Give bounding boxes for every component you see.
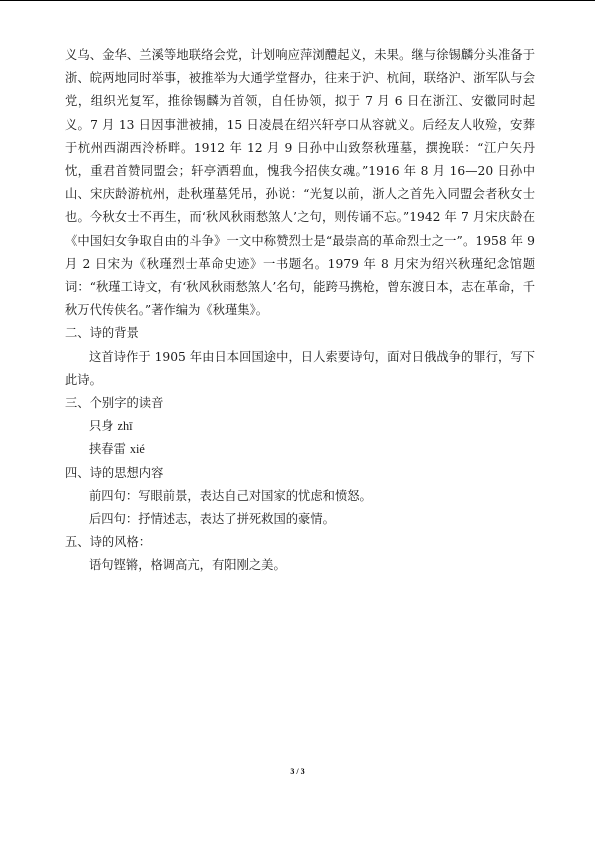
section-background — [65, 322, 535, 392]
section-pronunciation — [65, 392, 535, 462]
pronunciation-pinyin: xié — [129, 442, 145, 457]
section-heading-thought: 四、诗的思想内容 — [65, 465, 164, 480]
thought-item-first-four: 前四句：写眼前景，表达自己对国家的忧虑和愤怒。 — [89, 488, 372, 503]
background-text: 这首诗作于 1905 年由日本回国途中，日人索要诗句，面对日俄战争的罪行，写下此诗。 — [65, 349, 535, 387]
pronunciation-item — [65, 438, 535, 461]
document-body — [65, 44, 535, 578]
pronunciation-word: 只身 — [89, 419, 114, 434]
page-number: 3 / 3 — [290, 767, 305, 776]
biography-paragraph: 义乌、金华、兰溪等地联络会党，计划响应萍浏醴起义，未果。继与徐锡麟分头准备于浙、皖两地同时举事，被推举为大通学堂督办，往来于沪、杭间，联络沪、浙军队与会党，组织光复军，推徐锡麟为首领，自任协领，拟于 7 月 6 日在浙江、安徽同时起义。7 月 13 日因事泄被捕，15 日凌晨在绍兴轩亭口从容就义。后经友人收殓，安葬于杭州西湖西泠桥畔。1912 年 12 月 9 日孙中山致祭秋瑾墓，撰挽联：“江户矢丹忱，重君首赞同盟会；轩亭洒碧血，愧我今招侠女魂。”1916 年 8 月 16—20 日孙中山、宋庆龄游杭州，赴秋瑾墓凭吊，孙说：“光复以前，浙人之首先入同盟会者秋女士也。今秋女士不再生，而‘秋风秋雨愁煞人’之句，则传诵不忘。”1942 年 7 月宋庆龄在《中国妇女争取自由的斗争》一文中称赞烈士是“最崇高的革命烈士之一”。1958 年 9 月 2 日宋为《秋瑾烈士革命史迹》一书题名。1979 年 8 月宋为绍兴秋瑾纪念馆题词：“秋瑾工诗文，有‘秋风秋雨愁煞人’名句，能跨马携枪，曾东渡日本，志在革命，千秋万代传侠名。”著作编为《秋瑾集》。 — [65, 48, 535, 318]
thought-item-last-four: 后四句：抒情述志，表达了拼死救国的豪情。 — [89, 512, 335, 527]
section-thought — [65, 462, 535, 532]
section-heading-background: 二、诗的背景 — [65, 326, 139, 341]
page-top-border — [0, 0, 595, 1]
pronunciation-item — [65, 415, 535, 438]
section-heading-style: 五、诗的风格： — [65, 535, 152, 550]
section-heading-pronunciation: 三、个别字的读音 — [65, 396, 164, 411]
section-style — [65, 531, 535, 577]
pronunciation-word: 挟春雷 — [89, 442, 126, 457]
style-text: 语句铿锵，格调高亢，有阳刚之美。 — [89, 558, 286, 573]
pronunciation-pinyin: zhī — [117, 419, 133, 434]
